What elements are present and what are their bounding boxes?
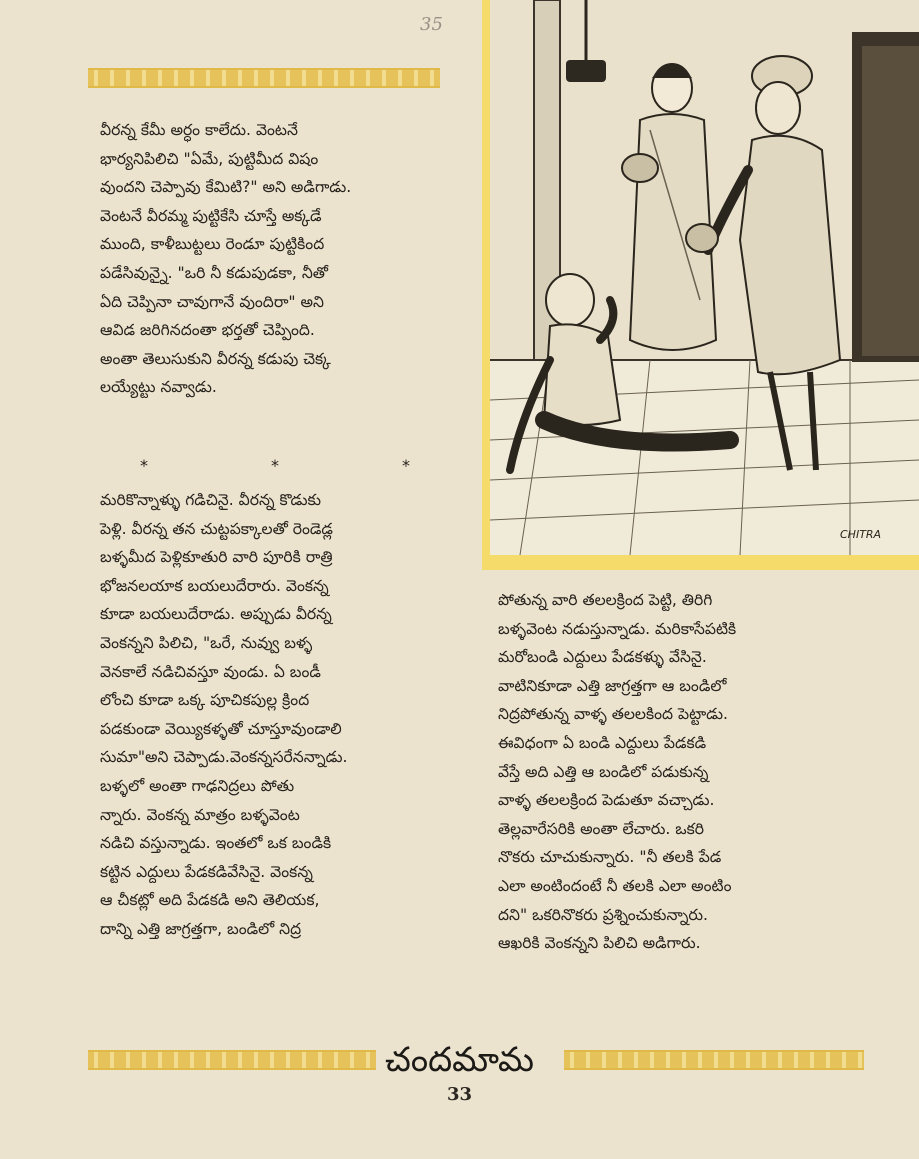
separator-star: * bbox=[271, 456, 279, 475]
text-line: వాళ్ళ తలలక్రింద పెడుతూ వచ్చాడు. bbox=[498, 791, 715, 810]
story-illustration bbox=[482, 0, 919, 570]
paragraph-1 bbox=[498, 586, 868, 815]
text-line: లోంచి కూడా ఒక్క పూచికపుల్ల క్రింద bbox=[100, 691, 310, 710]
illustration-drawing bbox=[490, 0, 919, 555]
magazine-title: చందమామ bbox=[385, 1040, 534, 1080]
text-line: పోతున్న వారి తలలక్రింద పెట్టి, తిరిగి bbox=[498, 591, 713, 609]
top-ornament-border bbox=[88, 68, 440, 88]
text-line: ఈవిధంగా ఏ బండి ఎద్దులు పేడకడి bbox=[498, 733, 707, 752]
text-line: బళ్ళవెంట నడుస్తున్నాడు. మరికాసేపటికి bbox=[498, 619, 737, 638]
paragraph-1 bbox=[100, 116, 450, 402]
separator-star: * bbox=[140, 456, 148, 475]
paragraph-2 bbox=[100, 486, 450, 772]
right-column bbox=[498, 586, 868, 958]
text-line: మరోబండి ఎద్దులు పేడకళ్ళు వేసినై. bbox=[498, 648, 707, 667]
paragraph-2 bbox=[498, 815, 868, 958]
text-line: ఆ చీకట్లో అది పేడకడి అని తెలియక, bbox=[100, 891, 320, 910]
text-line: వీరన్న కేమీ అర్ధం కాలేదు. వెంటనే bbox=[100, 121, 298, 139]
text-line: న్నారు. వెంకన్న మాత్రం బళ్ళవెంట bbox=[100, 805, 300, 824]
left-column bbox=[100, 116, 450, 402]
text-line: లయ్యేట్టు నవ్వాడు. bbox=[100, 378, 217, 397]
text-line: నిద్రపోతున్న వాళ్ళ తలలకింద పెట్టాడు. bbox=[498, 705, 729, 724]
text-line: అంతా తెలుసుకుని వీరన్న కడుపు చెక్క bbox=[100, 349, 331, 368]
text-line: దాన్ని ఎత్తి జాగ్రత్తగా, బండిలో నిద్ర bbox=[100, 919, 302, 938]
text-line: నడిచి వస్తున్నాడు. ఇంతలో ఒక బండికి bbox=[100, 834, 332, 853]
text-line: బళ్ళలో అంతా గాఢనిద్రలు పోతు bbox=[100, 776, 295, 795]
text-line: భోజనలయాక బయలుదేరారు. వెంకన్న bbox=[100, 576, 329, 595]
page-number: 33 bbox=[446, 1084, 473, 1105]
section-separator bbox=[100, 456, 450, 475]
separator-star: * bbox=[402, 456, 410, 475]
text-line: భార్యనిపిలిచి "ఏమే, పుట్టిమీద విషం bbox=[100, 149, 319, 168]
text-line: ఆవిడ జరిగినదంతా భర్తతో చెప్పింది. bbox=[100, 321, 315, 340]
text-line: కట్టిన ఎద్దులు పేడకడివేసినై. వెంకన్న bbox=[100, 862, 313, 881]
text-line: ముంది, కాళీబుట్టలు రెండూ పుట్టికింద bbox=[100, 235, 325, 254]
text-line: సుమా"అని చెప్పాడు.వెంకన్నసరేనన్నాడు. bbox=[100, 748, 348, 767]
text-line: ఆఖరికి వెంకన్నని పిలిచి అడిగారు. bbox=[498, 934, 701, 953]
text-line: వుందని చెప్పావు కేమిటి?" అని అడిగాడు. bbox=[100, 178, 352, 197]
text-line: కూడా బయలుదేరాడు. అప్పుడు వీరన్న bbox=[100, 605, 332, 624]
text-line: ఎలా అంటిందంటే నీ తలకి ఎలా అంటిం bbox=[498, 876, 732, 895]
text-line: పెళ్లి. వీరన్న తన చుట్టపక్కాలతో రెండెడ్ల bbox=[100, 519, 333, 538]
text-line: బళ్ళమీద పెళ్లికూతురి వారి పూరికి రాత్రి bbox=[100, 548, 333, 567]
text-line: మరికొన్నాళ్ళు గడిచినై. వీరన్న కొడుకు bbox=[100, 491, 322, 509]
text-line: ఏది చెప్పినా చావుగానే వుందిరా" అని bbox=[100, 292, 324, 311]
text-line: వెంటనే వీరమ్మ పుట్టికేసి చూస్తే అక్కడే bbox=[100, 206, 322, 225]
text-line: దని" ఒకరినొకరు ప్రశ్నించుకున్నారు. bbox=[498, 905, 708, 924]
text-line: తెల్లవారేసరికి అంతా లేచారు. ఒకరి bbox=[498, 819, 705, 838]
paragraph-3 bbox=[100, 772, 450, 944]
text-line: పడేసివున్నై. "ఒరి నీ కడుపుడకా, నీతో bbox=[100, 263, 329, 282]
text-line: పడకుండా వెయ్యికళ్ళతో చూస్తూవుండాలి bbox=[100, 719, 342, 738]
text-line: వెంకన్నని పిలిచి, "ఒరే, నువ్వు బళ్ళ bbox=[100, 633, 313, 652]
text-line: వెనకాలే నడిచివస్తూ వుండు. ఏ బండీ bbox=[100, 662, 321, 681]
text-line: వేస్తే అది ఎత్తి ఆ బండిలో పడుకున్న bbox=[498, 762, 709, 781]
left-column-lower bbox=[100, 486, 450, 944]
text-line: వాటినికూడా ఎత్తి జాగ్రత్తగా ఆ బండిలో bbox=[498, 676, 727, 695]
handwritten-page-number: 35 bbox=[420, 14, 443, 35]
text-line: నొకరు చూచుకున్నారు. "నీ తలకి పేడ bbox=[498, 848, 722, 867]
illustration-signature: CHITRA bbox=[840, 528, 882, 541]
